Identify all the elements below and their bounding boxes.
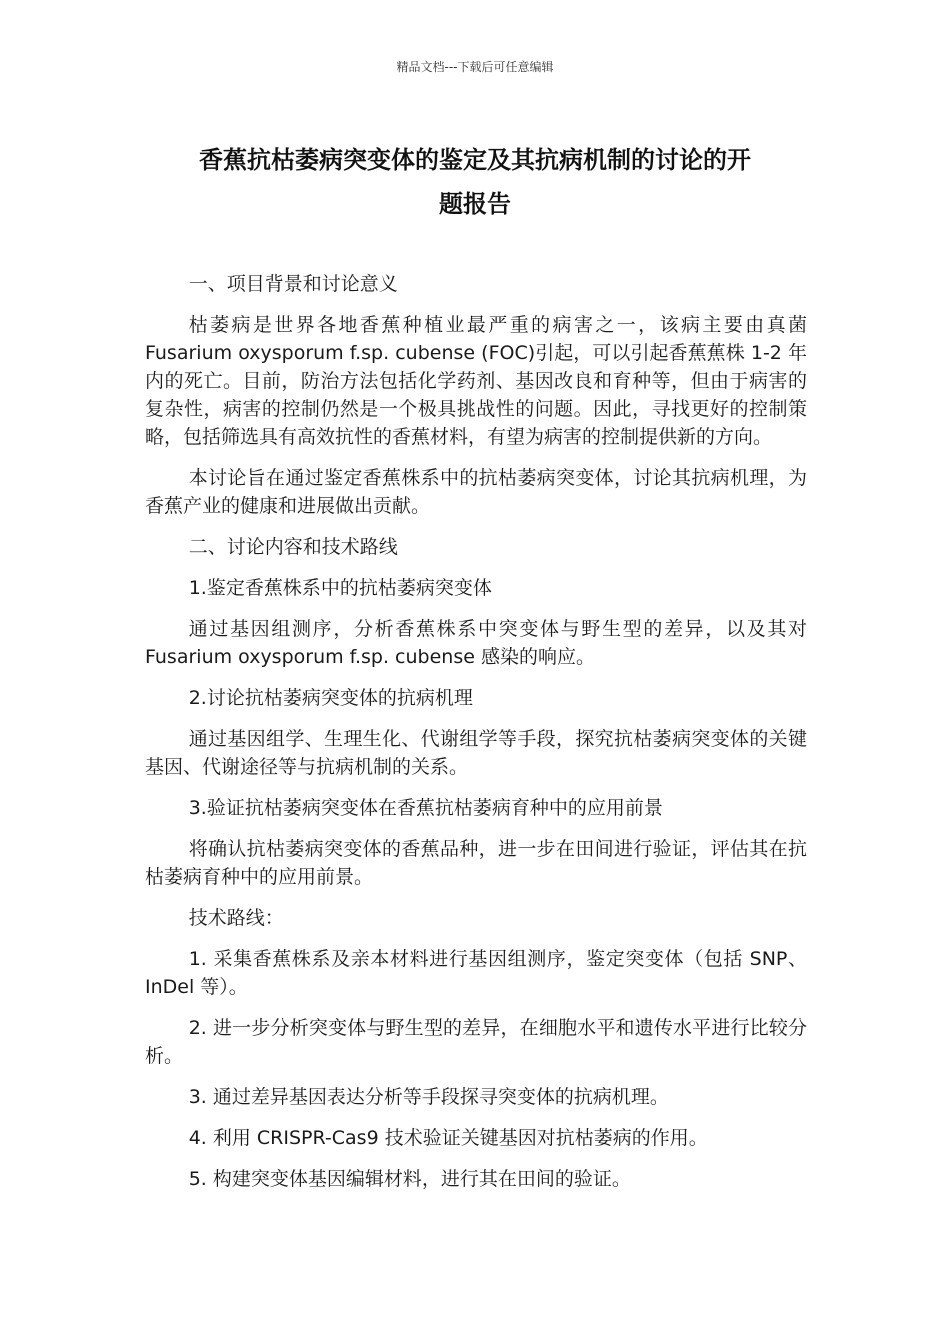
section-heading-content: 二、讨论内容和技术路线	[188, 536, 398, 558]
document-title	[140, 138, 810, 226]
route-step-2: 2. 进一步分析突变体与野生型的差异，在细胞水平和遗传水平进行比较分析。	[145, 1017, 807, 1067]
paragraph-background: 枯萎病是世界各地香蕉种植业最严重的病害之一，该病主要由真菌 Fusarium oxysporum f.sp. cubense (FOC)引起，可以引起香蕉蕉株 1-2 年内的死亡。目前，防治方法包括化学药剂、基因改良和育种等，但由于病害的复杂性，病害的控制仍然是一个极具挑战性的问题。因此，寻找更好的控制策略，包括筛选具有高效抗性的香蕉材料，有望为病害的控制提供新的方向。	[145, 314, 807, 448]
title-line-2: 题报告	[439, 190, 511, 218]
route-step-3: 3. 通过差异基因表达分析等手段探寻突变体的抗病机理。	[188, 1086, 669, 1108]
paragraph-purpose: 本讨论旨在通过鉴定香蕉株系中的抗枯萎病突变体，讨论其抗病机理，为香蕉产业的健康和进展做出贡献。	[145, 467, 807, 517]
technical-route-heading: 技术路线：	[188, 907, 284, 929]
paragraph-3: 将确认抗枯萎病突变体的香蕉品种，进一步在田间进行验证，评估其在抗枯萎病育种中的应用前景。	[145, 838, 807, 888]
paragraph-2: 通过基因组学、生理生化、代谢组学等手段，探究抗枯萎病突变体的关键基因、代谢途径等与抗病机制的关系。	[145, 728, 807, 778]
subheading-1: 1.鉴定香蕉株系中的抗枯萎病突变体	[188, 577, 492, 599]
route-step-5: 5. 构建突变体基因编辑材料，进行其在田间的验证。	[188, 1168, 631, 1190]
title-line-1: 香蕉抗枯萎病突变体的鉴定及其抗病机制的讨论的开	[199, 146, 751, 174]
paragraph-1: 通过基因组测序，分析香蕉株系中突变体与野生型的差异，以及其对 Fusarium oxysporum f.sp. cubense 感染的响应。	[145, 618, 807, 668]
document-body	[145, 270, 807, 1206]
section-heading-background: 一、项目背景和讨论意义	[188, 273, 398, 295]
route-step-4: 4. 利用 CRISPR-Cas9 技术验证关键基因对抗枯萎病的作用。	[188, 1127, 708, 1149]
subheading-2: 2.讨论抗枯萎病突变体的抗病机理	[188, 687, 473, 709]
route-step-1: 1. 采集香蕉株系及亲本材料进行基因组测序，鉴定突变体（包括 SNP、InDel 等）。	[145, 948, 807, 998]
header-note: 精品文档---下载后可任意编辑	[396, 60, 554, 74]
subheading-3: 3.验证抗枯萎病突变体在香蕉抗枯萎病育种中的应用前景	[188, 797, 663, 819]
